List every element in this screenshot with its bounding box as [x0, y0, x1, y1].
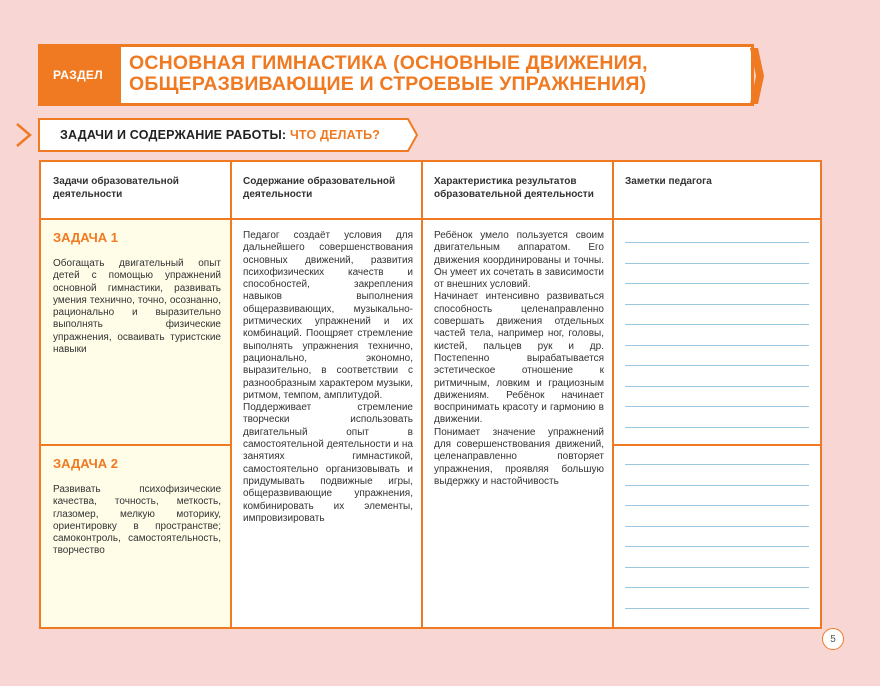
- section-banner: [38, 44, 754, 106]
- col-divider-3: [612, 162, 614, 627]
- note-line: [625, 283, 809, 284]
- note-line: [625, 242, 809, 243]
- note-line: [625, 485, 809, 486]
- task-1-text: Обогащать двигательный опыт детей с помощью упражнений основной гимнастики, развивать умения технично, точно, осознанно, рационально и выразительно выполнять физические упражнения, осваивать туристские навыки: [53, 258, 221, 356]
- content-text: [243, 230, 413, 525]
- task-2-title: ЗАДАЧА 2: [53, 456, 119, 471]
- header-results: Характеристика результатов образовательной деятельности: [434, 176, 594, 200]
- task-2-text: Развивать психофизические качества, точность, меткость, глазомер, мелкую моторику, ориентировку в пространстве; самоконтроль, самостоятельность, творчество: [53, 484, 221, 557]
- results-paragraph-1: Ребёнок умело пользуется своим двигательным аппаратом. Его движения координированы и точны. Он умеет их сочетать в зависимости от внешних условий.: [434, 230, 604, 291]
- header-notes: Заметки педагога: [625, 176, 712, 187]
- header-tasks: Задачи образовательной деятельности: [53, 176, 179, 200]
- note-line: [625, 386, 809, 387]
- results-paragraph-2: Начинает интенсивно развиваться способность целенаправленно совершать движения отдельных частей тела, например ног, головы, кистей, пальцев рук и др. Постепенно вырабатывается эстетическое отношение к ритмичным, ловким и грациозным движениям. Ребёнок начинает воспринимать красоту и гармонию в движении.: [434, 291, 604, 426]
- note-line: [625, 365, 809, 366]
- note-line: [625, 526, 809, 527]
- col-divider-2: [421, 162, 423, 627]
- task-divider-left: [41, 444, 232, 446]
- note-line: [625, 464, 809, 465]
- note-line: [625, 427, 809, 428]
- header-content: Содержание образовательной деятельности: [243, 176, 396, 200]
- note-line: [625, 608, 809, 609]
- note-line: [625, 406, 809, 407]
- banner-arrow-icon: [750, 48, 764, 104]
- header-divider: [41, 218, 820, 220]
- note-line: [625, 505, 809, 506]
- section-title-line2: ОБЩЕРАЗВИВАЮЩИЕ И СТРОЕВЫЕ УПРАЖНЕНИЯ): [129, 73, 647, 95]
- results-paragraph-3: Понимает значение упражнений для совершенствования движений, целенаправленно повторяет упражнения, проявляя большую выдержку и настойчивость: [434, 426, 604, 487]
- note-line: [625, 263, 809, 264]
- note-line: [625, 587, 809, 588]
- subheader-label: ЗАДАЧИ И СОДЕРЖАНИЕ РАБОТЫ:: [60, 128, 287, 142]
- subheader-accent: ЧТО ДЕЛАТЬ?: [289, 128, 381, 142]
- note-line: [625, 546, 809, 547]
- work-table: [39, 160, 822, 629]
- subheader-text: [60, 128, 380, 142]
- page-number: 5: [822, 628, 844, 650]
- note-line: [625, 304, 809, 305]
- chevron-right-icon: [14, 122, 34, 148]
- content-paragraph-1: Педагог создаёт условия для дальнейшего совершенствования основных движений, развития психофизических качеств и способностей, закрепления навыков выполнения общеразвивающих, музыкально-ритмических упражнений и их комбинаций. Поощряет стремление выполнять упражнения технично, рационально, экономно, выразительно, в соответствии с разнообразным характером музыки, ритмом, темпом, амплитудой.: [243, 230, 413, 401]
- col-divider-1: [230, 162, 232, 627]
- task-1-title: ЗАДАЧА 1: [53, 230, 119, 245]
- section-title-box: [118, 44, 754, 106]
- content-paragraph-2: Поддерживает стремление творчески использовать двигательный опыт в самостоятельной деятельности и на занятиях гимнастикой, самостоятельно организовывать и придумывать подвижные игры, общеразвивающие упражнения, комбинировать их элементы, импровизировать: [243, 402, 413, 524]
- section-title-line1: ОСНОВНАЯ ГИМНАСТИКА (ОСНОВНЫЕ ДВИЖЕНИЯ,: [129, 52, 648, 74]
- section-label: РАЗДЕЛ: [38, 44, 118, 106]
- task-divider-notes: [612, 444, 820, 446]
- note-line: [625, 567, 809, 568]
- note-line: [625, 345, 809, 346]
- subheader: [38, 118, 418, 152]
- note-line: [625, 324, 809, 325]
- results-text: [434, 230, 604, 488]
